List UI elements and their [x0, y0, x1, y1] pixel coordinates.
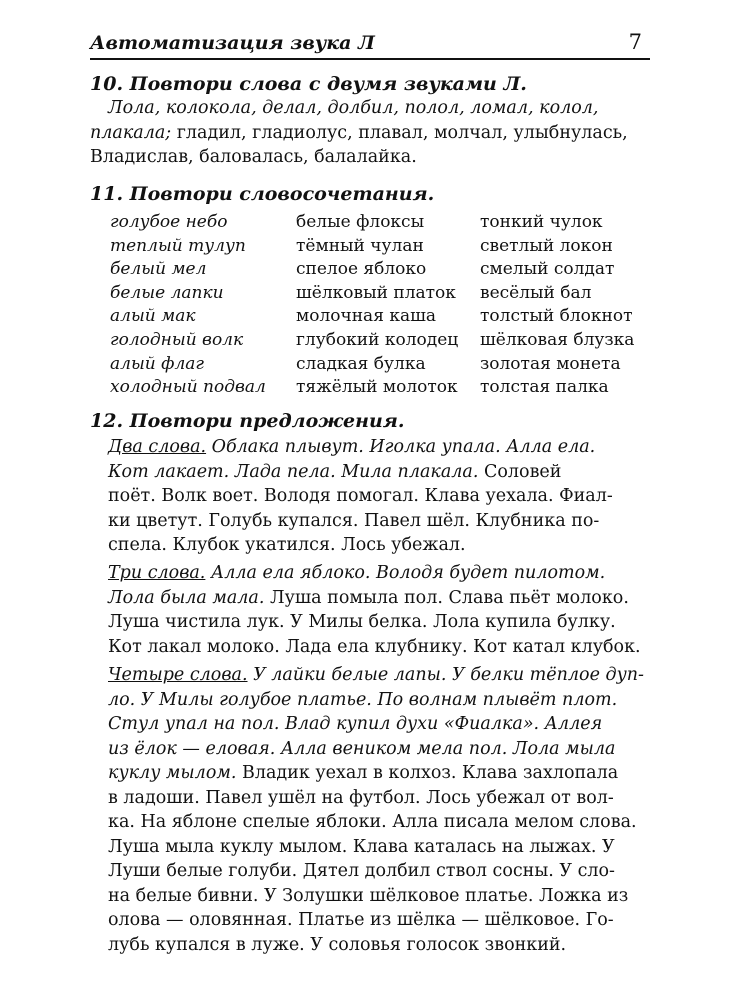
exercise-12-title: 12. Повтори предложения. — [90, 410, 405, 432]
phrase-cell: молочная каша — [296, 306, 437, 327]
phrase-cell: тяжёлый молоток — [296, 377, 458, 398]
four-words-line-8: Луша мыла куклу мылом. Клава каталась на лыжах. У — [108, 837, 615, 857]
three-words-line-4: Кот лакал молоко. Лада ела клубнику. Кот катал клубок. — [108, 637, 641, 657]
phrase-cell: сладкая булка — [296, 353, 426, 374]
phrase-cell: толстая палка — [480, 377, 609, 398]
two-words-line-5: спела. Клубок укатился. Лось убежал. — [108, 535, 466, 555]
phrase-cell: толстый блокнот — [480, 306, 633, 327]
four-words-line-4: из ёлок — еловая. Алла веником мела пол. Лола мыла — [108, 739, 616, 759]
two-words-text: Облака плывут. Иголка упала. Алла ела. — [206, 437, 596, 457]
two-words-line-2-italic: Кот лакает. Лада пела. Мила плакала. — [108, 462, 479, 482]
exercise-11-title: 11. Повтори словосочетания. — [90, 183, 435, 205]
phrase-cell: весёлый бал — [480, 282, 592, 303]
phrase-cell: смелый солдат — [480, 259, 615, 280]
phrase-cell: шёлковая блузка — [480, 329, 635, 350]
four-words-line-9: Луши белые голуби. Дятел долбил ствол сосны. У сло- — [108, 861, 615, 881]
three-words-label: Три слова. — [108, 563, 206, 583]
four-words-line-6: в ладоши. Павел ушёл на футбол. Лось убежал от вол- — [108, 788, 614, 808]
four-words-line-2: ло. У Милы голубое платье. По волнам плывёт плот. — [108, 690, 618, 710]
phrase-column-2 — [296, 212, 458, 401]
four-words-line-11: олова — оловянная. Платье из шёлка — шёлковое. Го- — [108, 910, 614, 930]
four-words-line-3: Стул упал на пол. Влад купил духи «Фиалка». Аллея — [108, 714, 603, 734]
four-words-line-12: лубь купался в луже. У соловья голосок звонкий. — [108, 935, 567, 955]
phrase-cell: глубокий колодец — [296, 329, 459, 350]
four-words-text: У лайки белые лапы. У белки тёплое дуп- — [247, 665, 644, 685]
four-words-line-5-italic: куклу мылом. — [108, 763, 237, 783]
phrase-cell: тёмный чулан — [296, 235, 424, 256]
phrase-cell: белые лапки — [110, 282, 224, 303]
ex10-line-3: Владислав, баловалась, балалайка. — [90, 147, 417, 167]
phrase-cell: голодный волк — [110, 329, 244, 350]
three-words-text: Алла ела яблоко. Володя будет пилотом. — [205, 563, 606, 583]
two-words-line-2 — [108, 462, 561, 482]
phrase-cell: шёлковый платок — [296, 282, 456, 303]
header-title: Автоматизация звука Л — [90, 32, 375, 54]
ex10-line-2-rest: гладил, гладиолус, плавал, молчал, улыбнулась, — [171, 123, 628, 143]
three-words-line-2 — [108, 588, 629, 608]
four-words-label: Четыре слова. — [108, 665, 248, 685]
two-words-line-1 — [108, 437, 595, 457]
four-words-line-1 — [108, 665, 644, 685]
phrase-cell: золотая монета — [480, 353, 621, 374]
phrase-cell: голубое небо — [110, 212, 228, 232]
two-words-line-4: ки цветут. Голубь купался. Павел шёл. Клубника по- — [108, 511, 600, 531]
phrase-cell: алый мак — [110, 306, 196, 327]
three-words-line-1 — [108, 563, 605, 583]
page-number: 7 — [628, 30, 642, 54]
exercise-10-title: 10. Повтори слова с двумя звуками Л. — [90, 73, 527, 95]
three-words-line-2-rest: Луша помыла пол. Слава пьёт молоко. — [264, 588, 629, 608]
phrase-cell: спелое яблоко — [296, 259, 427, 280]
three-words-line-2-italic: Лола была мала. — [108, 588, 265, 608]
two-words-label: Два слова. — [108, 437, 207, 457]
ex10-line-2 — [90, 123, 628, 143]
phrase-column-1 — [110, 212, 266, 401]
three-words-line-3: Луша чистила лук. У Милы белка. Лола купила булку. — [108, 612, 616, 632]
two-words-line-3: поёт. Волк воет. Володя помогал. Клава уехала. Фиал- — [108, 486, 613, 506]
phrase-cell: холодный подвал — [110, 377, 266, 398]
phrase-cell: алый флаг — [110, 353, 205, 374]
ex10-line-1: Лола, колокола, делал, долбил, полол, ломал, колол, — [108, 98, 599, 118]
four-words-line-7: ка. На яблоне спелые яблоки. Алла писала мелом слова. — [108, 812, 637, 832]
phrase-cell: светлый локон — [480, 235, 613, 256]
four-words-line-5 — [108, 763, 618, 783]
phrase-cell: тонкий чулок — [480, 212, 603, 232]
phrase-cell: белый мел — [110, 259, 207, 280]
phrase-cell: теплый тулуп — [110, 235, 246, 256]
running-header — [90, 32, 650, 60]
phrase-cell: белые флоксы — [296, 212, 425, 232]
two-words-line-2-rest: Соловей — [478, 462, 562, 482]
phrase-column-3 — [480, 212, 634, 401]
ex10-line-2-italic: плакала; — [90, 123, 172, 143]
four-words-line-5-rest: Владик уехал в колхоз. Клава захлопала — [236, 763, 619, 783]
four-words-line-10: на белые бивни. У Золушки шёлковое платье. Ложка из — [108, 886, 629, 906]
